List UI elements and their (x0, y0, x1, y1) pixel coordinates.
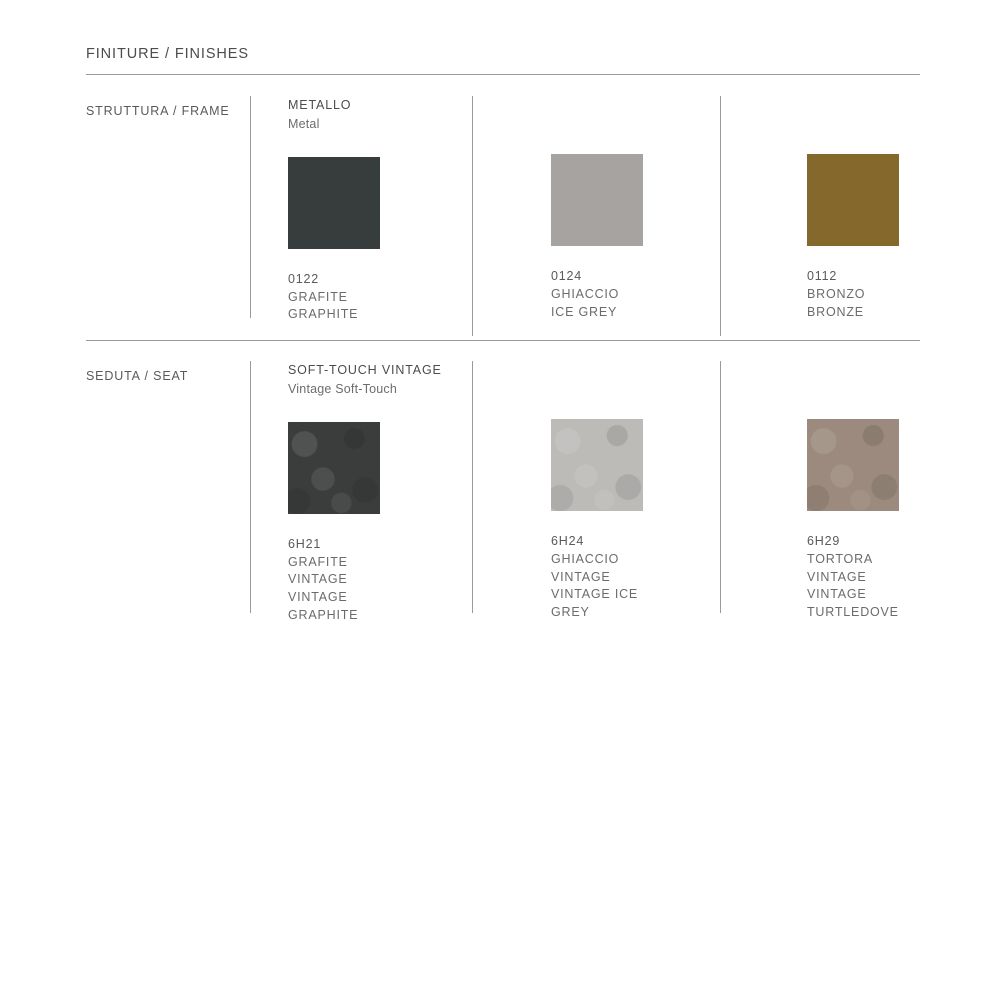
swatch-name-line: VINTAGE (288, 590, 348, 604)
swatch-column[interactable] (288, 361, 488, 625)
color-swatch[interactable] (288, 157, 380, 249)
swatch-name-line: VINTAGE (807, 587, 867, 602)
swatch-caption (807, 268, 1000, 321)
swatch-column[interactable] (288, 96, 488, 324)
swatch-name-line: VINTAGE (551, 569, 611, 584)
column-divider (250, 361, 251, 613)
swatch-code: 6H29 (807, 534, 841, 548)
swatch-name-line: GRAFITE (288, 289, 348, 304)
color-swatch[interactable] (807, 154, 899, 246)
swatch-name-line: GHIACCIO (551, 551, 620, 566)
section-label-seat: SEDUTA / SEAT (86, 369, 189, 383)
page-title: FINITURE / FINISHES (86, 46, 249, 62)
swatch-column[interactable] (807, 361, 1000, 622)
swatch-code: 0112 (807, 269, 838, 283)
swatch-column[interactable] (551, 361, 751, 622)
swatch-name-line: VINTAGE (807, 569, 867, 584)
swatch-name-line: GRAPHITE (288, 307, 359, 322)
swatch-name-line: VINTAGE ICE (551, 587, 639, 602)
color-swatch[interactable] (807, 419, 899, 511)
swatch-caption (551, 268, 751, 321)
section-divider (86, 340, 920, 341)
swatch-name-line: GRAFITE (288, 554, 348, 569)
swatch-code: 0124 (551, 269, 583, 283)
material-name-en: Metal (288, 117, 320, 132)
swatch-column[interactable] (551, 96, 751, 321)
title-divider (86, 74, 920, 75)
swatch-caption (551, 533, 751, 622)
swatch-code: 6H24 (551, 534, 585, 548)
swatch-name-line: BRONZE (807, 304, 864, 319)
color-swatch[interactable] (551, 419, 643, 511)
swatch-caption (288, 536, 488, 625)
swatch-name-line: ICE GREY (551, 304, 618, 319)
swatch-name-line: TORTORA (807, 551, 874, 566)
swatch-code: 0122 (288, 271, 320, 286)
swatch-caption (288, 271, 488, 324)
swatch-column[interactable] (807, 96, 1000, 321)
column-divider (250, 96, 251, 318)
swatch-name-line: GHIACCIO (551, 286, 620, 301)
swatch-code: 6H21 (288, 536, 322, 551)
color-swatch[interactable] (288, 422, 380, 514)
material-name-it: SOFT-TOUCH VINTAGE (288, 363, 442, 377)
swatch-caption (807, 533, 1000, 622)
color-swatch[interactable] (551, 154, 643, 246)
swatch-name-line: TURTLEDOVE (807, 605, 899, 619)
swatch-name-line: GREY (551, 605, 590, 619)
swatch-name-line: BRONZO (807, 286, 866, 301)
material-name-it: METALLO (288, 98, 352, 112)
swatch-name-line: GRAPHITE (288, 607, 359, 622)
swatch-name-line: VINTAGE (288, 572, 348, 587)
section-label-frame: STRUTTURA / FRAME (86, 104, 230, 118)
material-name-en: Vintage Soft-Touch (288, 382, 397, 397)
